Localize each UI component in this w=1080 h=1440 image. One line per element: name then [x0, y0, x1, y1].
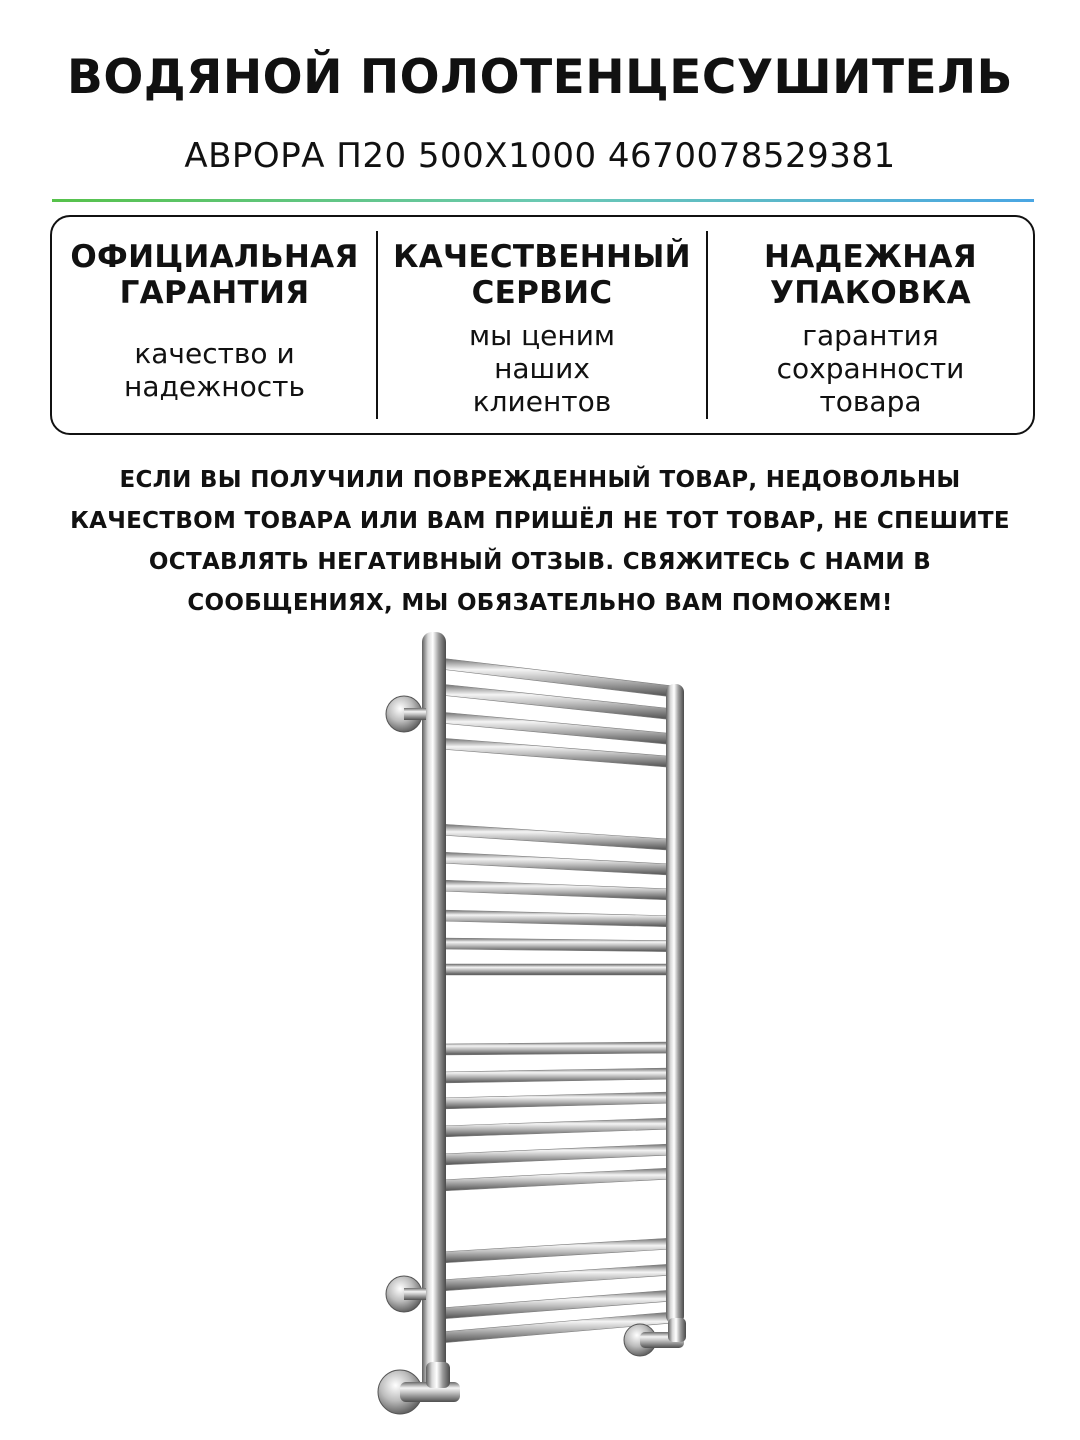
towel-rail-bar: [440, 880, 670, 900]
rails: [440, 658, 670, 1343]
feature-title: КАЧЕСТВЕННЫЙ СЕРВИС: [393, 239, 691, 311]
wall-bracket: [386, 1276, 426, 1312]
towel-rail-bar: [440, 852, 670, 875]
towel-rail-bar: [440, 824, 670, 850]
towel-rail-bar: [440, 1168, 670, 1191]
feature-desc: гарантия сохранности товара: [776, 319, 965, 418]
towel-rail-image: [370, 628, 710, 1428]
feature-title: ОФИЦИАЛЬНАЯ ГАРАНТИЯ: [70, 239, 359, 311]
towel-rail-bar: [440, 1290, 670, 1319]
towel-rail-bar: [440, 910, 670, 927]
feature-service: [378, 217, 706, 455]
towel-rail-bar: [440, 1042, 670, 1055]
feature-desc: мы ценим наших клиентов: [468, 319, 616, 418]
towel-rail-bar: [440, 938, 670, 952]
support-notice: ЕСЛИ ВЫ ПОЛУЧИЛИ ПОВРЕЖДЕННЫЙ ТОВАР, НЕДОВОЛЬНЫ КАЧЕСТВОМ ТОВАРА ИЛИ ВАМ ПРИШЁЛ НЕ ТОТ ТОВАР, НЕ СПЕШИТЕ ОСТАВЛЯТЬ НЕГАТИВНЫЙ ОТЗЫВ. СВЯЖИТЕСЬ С НАМИ В СООБЩЕНИЯХ, МЫ ОБЯЗАТЕЛЬНО ВАМ ПОМОЖЕМ!: [70, 467, 1010, 616]
product-model: АВРОРА П20 500Х1000 4670078529381: [184, 136, 896, 176]
page-title: ВОДЯНОЙ ПОЛОТЕНЦЕСУШИТЕЛЬ: [67, 50, 1013, 105]
towel-rail-bar: [440, 1238, 670, 1263]
towel-rail-bar: [440, 1264, 670, 1291]
towel-rail-bar: [440, 1068, 670, 1083]
towel-rail-bar: [440, 964, 670, 975]
feature-warranty: [52, 217, 377, 455]
feature-title: НАДЕЖНАЯ УПАКОВКА: [764, 239, 977, 311]
feature-packaging: [708, 217, 1033, 455]
features-box: [50, 215, 1035, 435]
towel-rail-bar: [440, 1118, 670, 1137]
towel-rail-bar: [440, 1092, 670, 1109]
towel-rail-bar: [440, 738, 670, 767]
gradient-divider: [52, 199, 1034, 202]
left-pipe: [422, 632, 446, 1402]
towel-rail-bar: [440, 712, 670, 744]
valve-left: [378, 1362, 460, 1414]
feature-desc: качество и надежность: [124, 337, 305, 403]
wall-bracket: [386, 696, 426, 732]
right-pipe: [666, 684, 684, 1324]
towel-rail-bar: [440, 1144, 670, 1165]
